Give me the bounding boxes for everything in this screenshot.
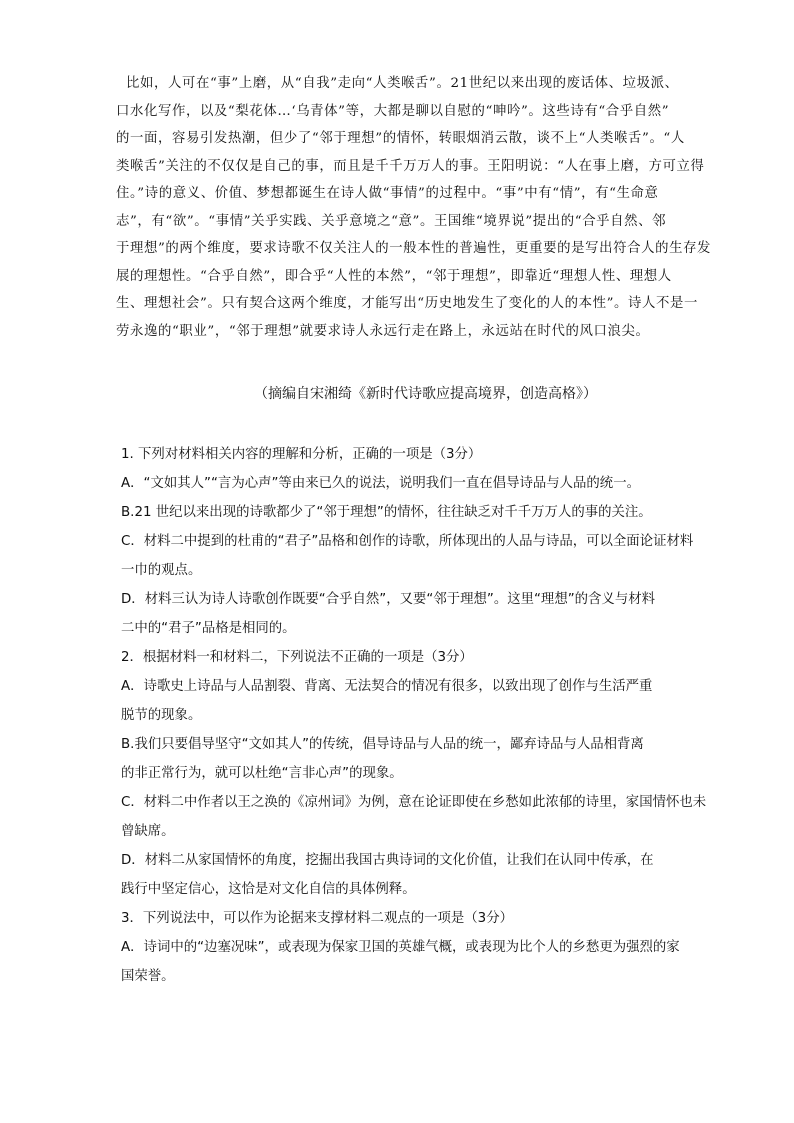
question-list [121,440,721,991]
passage-paragraph [116,70,716,345]
answer-option: C．材料二中作者以王之涣的《凉州词》为例，意在论证即使在乡愁如此浓郁的诗里，家国情怀也未 [121,795,707,810]
answer-option-continuation: 一巾的观点。 [121,563,202,578]
answer-option-continuation: 国荣誉。 [121,969,175,984]
passage-line: 类喉舌”关注的不仅仅是自己的事，而且是千千万万人的事。王阳明说：“人在事上磨，方可立得 [116,158,705,174]
passage-line: 的一面，容易引发热潮，但少了“邻于理想”的情怀，转眼烟消云散，谈不上“人类喉舌”。“人 [116,131,685,146]
answer-option-continuation: 曾缺席。 [121,824,175,839]
passage-line: 生、理想社会”。只有契合这两个维度，才能写出“历史地发生了变化的人的本性”。诗人不是一 [116,296,698,311]
answer-option: A．“文如其人”“言为心声”等由来已久的说法，说明我们一直在倡导诗品与人品的统一。 [121,476,640,491]
answer-option-continuation: 二中的“君子”品格是相同的。 [121,621,296,636]
answer-option-continuation: 践行中坚定信心，这恰是对文化自信的具体例释。 [121,882,416,897]
answer-option-continuation: 脱节的现象。 [121,708,202,723]
source-citation: （摘编自宋湘绮《新时代诗歌应提高境界，创造高格》） [254,386,597,402]
passage-line: 展的理想性。“合乎自然”，即合乎“人性的本然”，“邻于理想”，即靠近“理想人性、理想人 [116,268,672,284]
question-stem: 2．根据材料一和材料二，下列说法不正确的一项是（3分） [121,650,473,665]
answer-option: C．材料二中提到的杜甫的“君子”品格和创作的诗歌，所体现出的人品与诗品，可以全面论证材料 [121,534,694,549]
answer-option-continuation: 的非正常行为，就可以杜绝“言非心声”的现象。 [121,766,403,781]
question-stem: 3．下列说法中，可以作为论据来支撑材料二观点的一项是（3分） [121,911,513,926]
passage-line: 于理想”的两个维度，要求诗歌不仅关注人的一般本性的普遍性，更重要的是写出符合人的生存发 [116,241,712,256]
answer-option: D．材料三认为诗人诗歌创作既要“合乎自然”，又要“邻于理想”。这里“理想”的含义与材料 [121,592,655,607]
answer-option: A．诗词中的“边塞况味”，或表现为保家卫国的英雄气概，或表现为比个人的乡愁更为强烈的家 [121,940,680,955]
answer-option: A．诗歌史上诗品与人品割裂、背离、无法契合的情况有很多，以致出现了创作与生活严重 [121,679,653,694]
answer-option: B.21 世纪以来出现的诗歌都少了“邻于理想”的情怀，往往缺乏对千千万万人的事的关注。 [121,505,652,520]
passage-line: 口水化写作，以及“梨花体…‘乌青体”等，大都是聊以自慰的“呻吟”。这些诗有“合乎自然” [116,103,670,119]
question-stem: 1. 下列对材料相关内容的理解和分析，正确的一项是（3分） [121,447,482,462]
passage-line: 劳永逸的“职业”，“邻于理想”就要求诗人永远行走在路上，永远站在时代的风口浪尖。 [116,323,650,339]
passage-line: 比如，人可在“事”上磨，从“自我”走向“人类喉舌”。21世纪以来出现的废话体、垃圾派、 [126,76,679,91]
answer-option: D．材料二从家国情怀的角度，挖掘出我国古典诗词的文化价值，让我们在认同中传承，在 [121,853,654,868]
passage-line: 志”，有“欲”。“事情”关乎实践、关乎意境之“意”。王国维“境界说”提出的“合乎自然、邻 [116,213,667,229]
answer-option: B.我们只要倡导坚守“文如其人”的传统，倡导诗品与人品的统一，鄙弃诗品与人品相背离 [121,737,644,752]
passage-line: 住。”诗的意义、价值、梦想都诞生在诗人做“事情”的过程中。“事”中有“情”，有“生命意 [116,186,659,201]
